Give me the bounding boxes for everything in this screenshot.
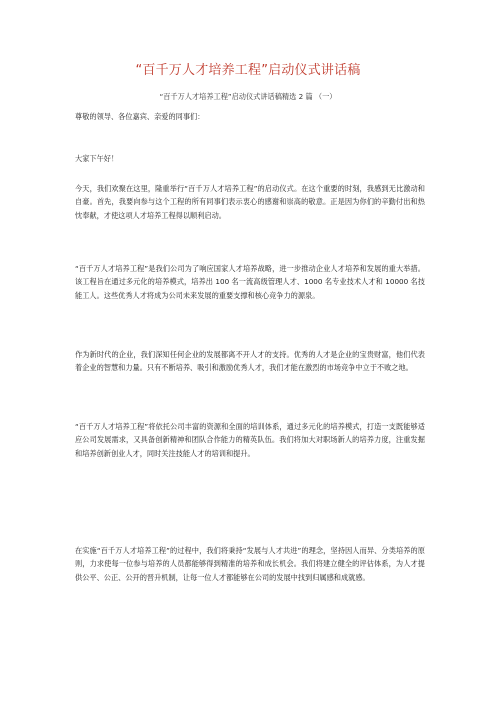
paragraph-3: 作为新时代的企业，我们深知任何企业的发展都离不开人才的支持。优秀的人才是企业的宝贵财富，他们代表着企业的智慧和力量。只有不断培养、吸引和激励优秀人才，我们才能在激烈的市场竞争中立于不败之地。 [75, 350, 425, 373]
paragraph-4: “百千万人才培养工程”将依托公司丰富的资源和全面的培训体系，通过多元化的培养模式，打造一支既能够适应公司发展需求，又具备创新精神和团队合作能力的精英队伍。我们将加大对职场新人的培养力度，注重发掘和培养创新创业人才，同时关注技能人才的培训和提升。 [75, 422, 425, 458]
page-title: “百千万人才培养工程”启动仪式讲话稿 [135, 63, 361, 78]
paragraph-5: 在实施“百千万人才培养工程”的过程中，我们将秉持“发展与人才共进”的理念，坚持因人而异、分类培养的原则，力求使每一位参与培养的人员都能够得到精准的培养和成长机会。我们将建立健全的评估体系，为人才提供公平、公正、公开的晋升机制，让每一位人才都能够在公司的发展中找到归属感和成就感。 [75, 546, 425, 582]
page-subtitle: “百千万人才培养工程”启动仪式讲话稿精选 2 篇 （一） [159, 92, 337, 101]
greeting: 大家下午好！ [75, 154, 119, 163]
paragraph-1: 今天，我们欢聚在这里，隆重举行“百千万人才培养工程”的启动仪式。在这个重要的时刻，我感到无比激动和自豪。首先，我要向参与这个工程的所有同事们表示衷心的感谢和崇高的敬意。正是因为你们的辛勤付出和热忱奉献，才使这项人才培养工程得以顺利启动。 [75, 184, 425, 220]
paragraph-2: “百千万人才培养工程”是我们公司为了响应国家人才培养战略，进一步推动企业人才培养和发展的重大举措。该工程旨在通过多元化的培养模式，培养出 100 名一流高级管理人才、1000 名专业技术人才和 10000 名技能工人。这些优秀人才将成为公司未来发展的重要支撑和核心竞争力的源泉。 [75, 264, 425, 300]
salutation: 尊敬的领导、各位嘉宾、亲爱的同事们： [75, 112, 205, 121]
